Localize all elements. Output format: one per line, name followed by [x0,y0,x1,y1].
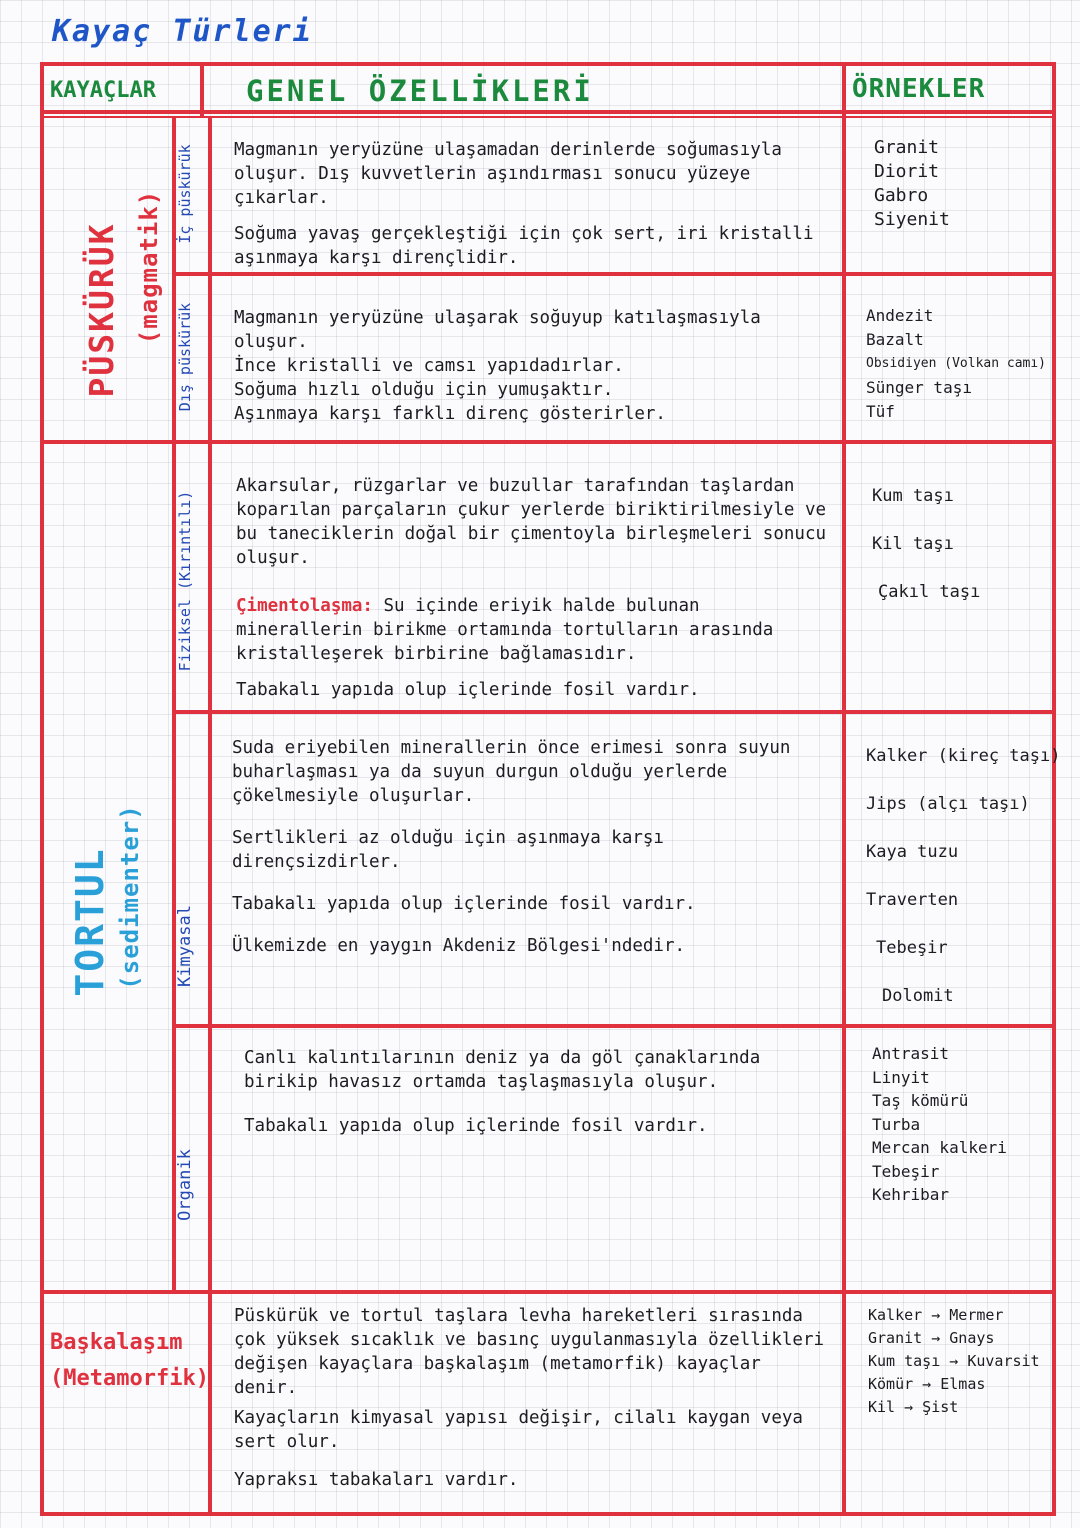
desc-chemical-line: Suda eriyebilen minerallerin önce erimesi sonra suyun buharlaşması ya da suyun durgun olduğu yerlerde çökelmesiyle oluşurlar. [232,738,791,806]
example-item: Kaya tuzu [866,842,959,862]
example-item: Kalker → Mermer [868,1306,1004,1324]
example-item: Taş kömürü [872,1091,969,1110]
row-divider-magmatic-sedimentary [40,440,1056,444]
table-border-bottom [40,1512,1056,1516]
desc-chemical-line: Sertlikleri az olduğu için aşınmaya karşı dirençsizdirler. [232,828,664,872]
desc-organic [244,1046,832,1150]
desc-external-line: Magmanın yeryüzüne ulaşarak soğuyup katılaşmasıyla oluşur. [234,308,761,352]
category-sedimentary: TORTUL [68,847,112,997]
example-item: Siyenit [874,209,950,230]
example-item: Granit [874,137,940,158]
table-border-top [40,62,1056,66]
term-cementation: Çimentolaşma: [236,596,373,616]
desc-metamorphic-line: Püskürük ve tortul taşlara levha hareketleri sırasında çok yüksek sıcaklık ve basınç uygulanmasıyla özellikleri değişen kayaçlara başkalaşım (metamorfik) kayaçlar denir. [234,1306,825,1398]
example-item: Turba [872,1114,921,1134]
desc-organic-line: Canlı kalıntılarının deniz ya da göl çanaklarında birikip havasız ortamda taşlaşmasıyla oluşur. [244,1048,761,1092]
example-item: Tüf [866,402,895,421]
example-item: Andezit [866,306,934,325]
sublabel-physical: Fiziksel (Kırıntılı) [176,490,194,672]
examples-organic [872,1042,1007,1207]
example-item: Çakıl taşı [878,582,981,602]
desc-metamorphic [234,1304,834,1504]
desc-external [234,306,832,426]
example-item: Linyit [872,1067,930,1087]
example-item: Tebeşir [872,1161,940,1181]
example-item: Kömür → Elmas [868,1375,986,1393]
table-border-left [40,62,44,1516]
sublabel-organic: Organik [175,1149,195,1221]
example-item: Kalker (kireç taşı) [866,746,1061,766]
desc-internal-line: Soğuma yavaş gerçekleştiği için çok sert, iri kristalli aşınmaya karşı dirençlidir. [234,224,814,268]
example-item: Jips (alçı taşı) [866,794,1030,814]
category-metamorphic-name: Başkalaşım [50,1330,183,1355]
example-item: Kil → Şist [868,1398,959,1416]
desc-organic-line: Tabakalı yapıda olup içlerinde fosil vardır. [244,1116,708,1136]
example-item: Mercan kalkeri [872,1138,1007,1157]
example-item: Kum taşı [872,486,954,506]
examples-physical [872,472,980,616]
desc-physical-last: Tabakalı yapıda olup içlerinde fosil vardır. [236,680,700,700]
example-item: Sünger taşı [866,378,972,397]
category-magmatic: PÜSKÜRÜK [82,222,121,398]
examples-external [866,304,1046,424]
example-item: Gabro [874,185,929,206]
desc-external-line: Soğuma hızlı olduğu için yumuşaktır. [234,380,614,400]
example-item: Granit → Gnays [868,1329,995,1347]
desc-physical [236,474,832,714]
desc-internal-line: Magmanın yeryüzüne ulaşamadan derinlerde soğumasıyla oluşur. Dış kuvvetlerin aşındırması sonucu yüzeye çıkarlar. [234,140,782,208]
example-item: Tebeşir [876,938,948,958]
header-divider [40,110,1056,114]
example-item: Antrasit [872,1044,950,1063]
desc-chemical-line: Ülkemizde en yaygın Akdeniz Bölgesi'ndedir. [232,936,686,956]
description-col-left [208,116,212,1516]
header-rocks: KAYAÇLAR [50,78,156,103]
sublabel-internal: İç püskürük [176,144,194,244]
term-cementation-def: Su içinde eriyik halde bulunan minerallerin birikme ortamında tortulların arasında kristalleşerek birbirine bağlamasıdır. [236,596,774,664]
desc-chemical-line: Tabakalı yapıda olup içlerinde fosil vardır. [232,894,696,914]
category-metamorphic-alt: (Metamorfik) [50,1366,209,1391]
desc-metamorphic-line: Yapraksı tabakaları vardır. [234,1470,519,1490]
row-divider-sedimentary-metamorphic [40,1290,1056,1294]
examples-chemical [866,732,1060,1020]
desc-external-line: İnce kristalli ve camsı yapıdadırlar. [234,356,624,376]
desc-chemical [232,736,832,970]
desc-metamorphic-line: Kayaçların kimyasal yapısı değişir, cilalı kaygan veya sert olur. [234,1408,803,1452]
desc-physical-line: Akarsular, rüzgarlar ve buzullar tarafından taşlardan koparılan parçaların çukur yerlerde biriktirilmesiyle ve bu taneciklerin doğal bir çimentoyla birleşmeleri sonucu oluşur. [236,476,827,568]
example-item: Diorit [874,161,940,182]
example-item: Kil taşı [872,534,954,554]
page-title: Kayaç Türleri [52,14,313,49]
example-item: Traverten [866,890,959,910]
example-item: Dolomit [882,986,954,1006]
examples-internal [874,136,950,232]
sublabel-chemical: Kimyasal [175,905,195,987]
desc-external-line: Aşınmaya karşı farklı direnç gösterirler. [234,404,666,424]
example-item: Kehribar [872,1185,950,1204]
example-item: Bazalt [866,330,924,349]
header-col-divider [200,62,204,118]
example-item: Obsidiyen (Volkan camı) [866,356,1047,371]
header-properties: GENEL ÖZELLİKLERİ [246,74,594,108]
row-divider-chemical-organic [172,1024,1056,1028]
examples-col-divider [842,62,846,1516]
header-examples: ÖRNEKLER [852,74,986,104]
desc-physical-term-block [236,594,832,666]
category-metamorphic [50,1325,209,1397]
examples-metamorphic [868,1304,1040,1419]
desc-internal [234,138,832,282]
category-magmatic-alt: (magmatik) [135,189,163,345]
example-item: Kum taşı → Kuvarsit [868,1352,1040,1370]
header-divider-double [40,116,1056,118]
sublabel-external: Dış püskürük [176,302,194,412]
category-sedimentary-alt: (sedimenter) [116,804,144,990]
